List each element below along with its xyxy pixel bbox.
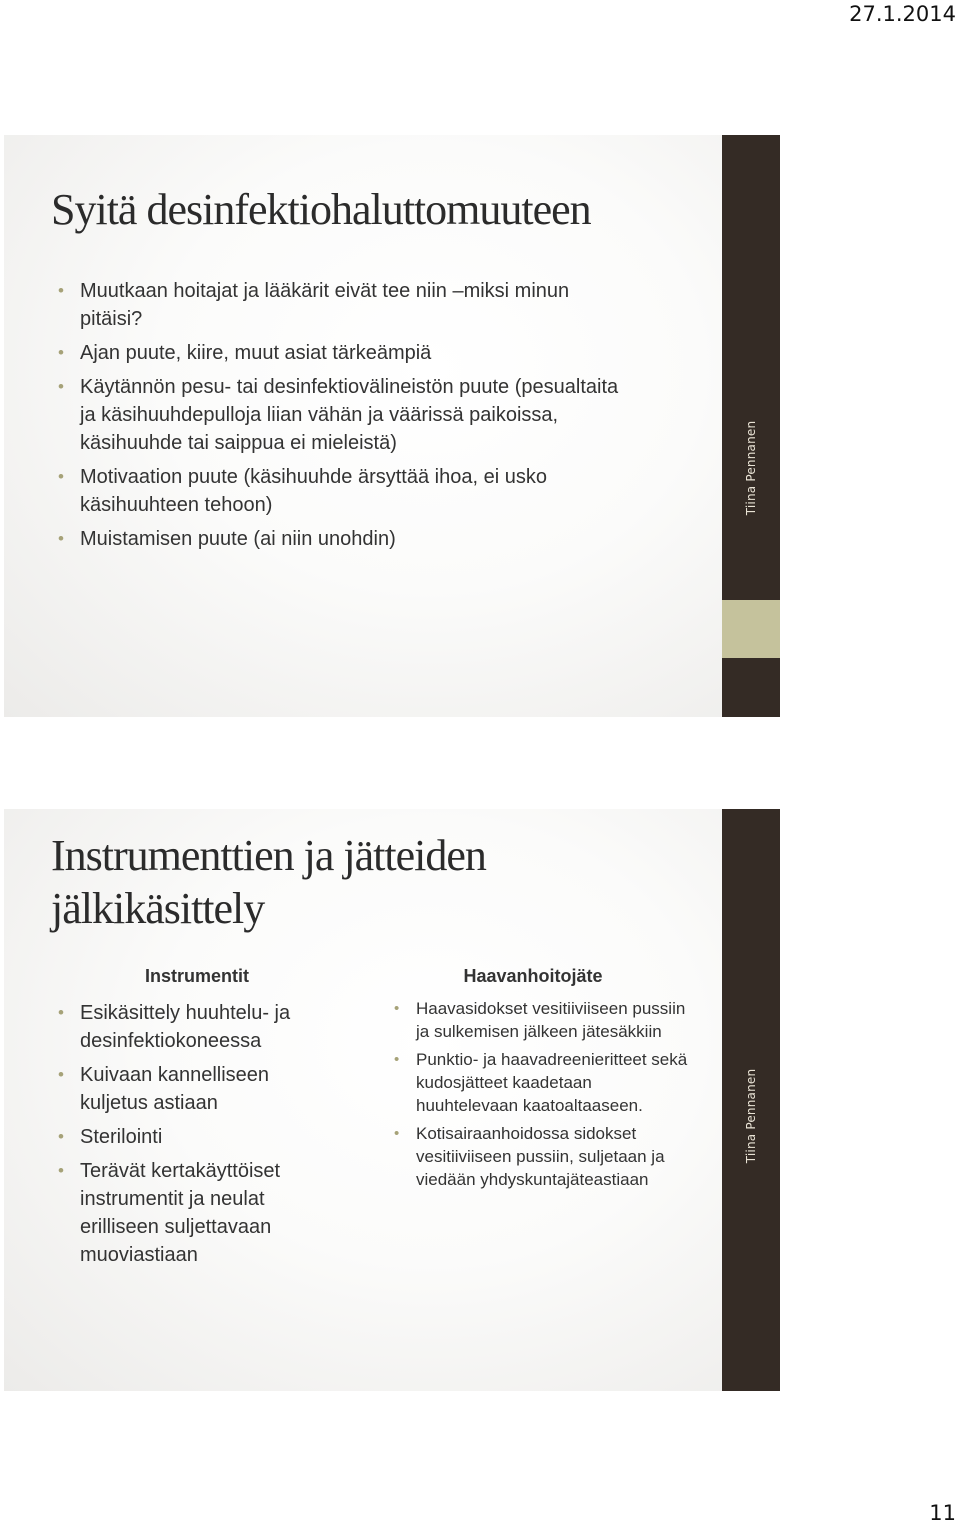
slide-1-title: Syitä desinfektiohaluttomuuteen bbox=[51, 185, 591, 234]
slide-2 bbox=[4, 809, 780, 1391]
list-item: • Ajan puute, kiire, muut asiat tärkeämpiä bbox=[52, 339, 632, 367]
page-number: 11 bbox=[929, 1501, 956, 1525]
slide-1 bbox=[4, 135, 780, 717]
slide-2-author: Tiina Pennanen bbox=[744, 1068, 758, 1164]
list-item: • Punktio- ja haavadreenieritteet sekä kudosjätteet kaadetaan huuhtelevaan kaatoaltaaseen. bbox=[388, 1048, 688, 1117]
page-date: 27.1.2014 bbox=[849, 2, 956, 26]
list-item: • Esikäsittely huuhtelu- ja desinfektiokoneessa bbox=[52, 999, 342, 1055]
list-item: • Muistamisen puute (ai niin unohdin) bbox=[52, 525, 632, 553]
wound-waste-heading: Haavanhoitojäte bbox=[463, 966, 603, 986]
list-item: • Muutkaan hoitajat ja lääkärit eivät tee niin –miksi minun pitäisi? bbox=[52, 277, 632, 333]
slide-1-bullet-list bbox=[52, 277, 632, 559]
list-item: • Motivaation puute (käsihuuhde ärsyttää ihoa, ei usko käsihuuhteen tehoon) bbox=[52, 463, 632, 519]
slide-2-title: Instrumenttien ja jätteiden jälkikäsittely bbox=[51, 831, 486, 933]
wound-waste-bullet-list bbox=[388, 997, 688, 1196]
list-item: • Sterilointi bbox=[52, 1123, 342, 1151]
slide-2-sidebar bbox=[722, 809, 780, 1391]
slide-1-sidebar bbox=[722, 135, 780, 717]
list-item: • Kuivaan kannelliseen kuljetus astiaan bbox=[52, 1061, 342, 1117]
slide-1-accent-block bbox=[722, 600, 780, 658]
list-item: • Terävät kertakäyttöiset instrumentit ja neulat erilliseen suljettavaan muoviastiaan bbox=[52, 1157, 342, 1269]
slide-1-author: Tiina Pennanen bbox=[744, 420, 758, 516]
instruments-bullet-list bbox=[52, 999, 342, 1275]
list-item: • Kotisairaanhoidossa sidokset vesitiiviiseen pussiin, suljetaan ja viedään yhdyskuntajäteastiaan bbox=[388, 1122, 688, 1191]
instruments-heading: Instrumentit bbox=[144, 966, 249, 986]
list-item: • Haavasidokset vesitiiviiseen pussiin ja sulkemisen jälkeen jätesäkkiin bbox=[388, 997, 688, 1043]
list-item: • Käytännön pesu- tai desinfektiovälineistön puute (pesualtaita ja käsihuuhdepulloja liian vähän ja väärissä paikoissa, käsihuuhde tai saippua ei mieleistä) bbox=[52, 373, 632, 457]
